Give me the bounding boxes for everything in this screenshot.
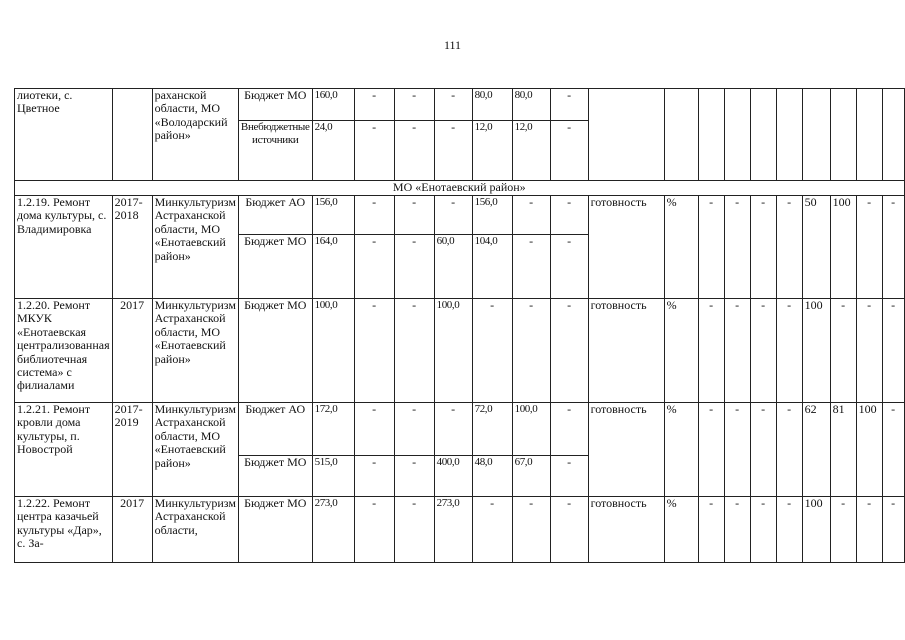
target-cell: - xyxy=(750,299,776,403)
section-row xyxy=(15,181,905,196)
table-row xyxy=(15,196,905,235)
amount-cell: 156,0 xyxy=(472,196,512,235)
measure-name: лиотеки, с. Цветное xyxy=(15,89,113,181)
years-cell: 2017-2018 xyxy=(112,196,152,299)
amount-cell: - xyxy=(434,89,472,121)
amount-cell: 400,0 xyxy=(434,456,472,497)
target-cell xyxy=(724,89,750,181)
table-row xyxy=(15,89,905,121)
amount-cell: - xyxy=(354,196,394,235)
amount-cell: 100,0 xyxy=(434,299,472,403)
amount-total: 273,0 xyxy=(312,497,354,563)
target-cell: - xyxy=(750,196,776,299)
amount-cell: 72,0 xyxy=(472,403,512,456)
amount-cell: - xyxy=(512,497,550,563)
years-cell: 2017 xyxy=(112,497,152,563)
target-cell: 100 xyxy=(802,299,830,403)
amount-cell: - xyxy=(354,235,394,299)
measure-name: 1.2.22. Ремонт центра казачьей культуры «Дар», с. За- xyxy=(15,497,113,563)
target-cell: - xyxy=(698,497,724,563)
amount-cell: - xyxy=(434,403,472,456)
target-cell: - xyxy=(882,299,904,403)
target-cell: 100 xyxy=(856,403,882,497)
target-cell: - xyxy=(750,403,776,497)
target-cell xyxy=(856,89,882,181)
amount-cell: - xyxy=(354,403,394,456)
target-cell xyxy=(830,89,856,181)
indicator-cell: готовность xyxy=(588,497,664,563)
amount-cell: 80,0 xyxy=(512,89,550,121)
indicator-cell: готовность xyxy=(588,196,664,299)
amount-cell: - xyxy=(550,456,588,497)
amount-total: 164,0 xyxy=(312,235,354,299)
indicator-cell: готовность xyxy=(588,403,664,497)
target-cell: - xyxy=(882,403,904,497)
amount-cell: - xyxy=(550,235,588,299)
target-cell: - xyxy=(698,299,724,403)
amount-cell: 67,0 xyxy=(512,456,550,497)
amount-cell: - xyxy=(550,299,588,403)
funding-source: Бюджет МО xyxy=(238,299,312,403)
amount-cell: - xyxy=(550,196,588,235)
unit-cell: % xyxy=(664,196,698,299)
target-cell: - xyxy=(830,497,856,563)
amount-cell: - xyxy=(394,196,434,235)
years-cell xyxy=(112,89,152,181)
executor-cell: Минкультуризм Астраханской области, МО «Енотаевский район» xyxy=(152,299,238,403)
funding-source: Бюджет МО xyxy=(238,89,312,121)
unit-cell: % xyxy=(664,299,698,403)
amount-cell: - xyxy=(512,235,550,299)
target-cell xyxy=(776,89,802,181)
amount-cell: 12,0 xyxy=(512,121,550,181)
indicator-cell: готовность xyxy=(588,299,664,403)
target-cell: - xyxy=(776,299,802,403)
target-cell: - xyxy=(724,497,750,563)
target-cell: 81 xyxy=(830,403,856,497)
amount-cell: - xyxy=(394,456,434,497)
amount-cell: - xyxy=(394,235,434,299)
target-cell: - xyxy=(698,403,724,497)
target-cell xyxy=(750,89,776,181)
amount-total: 515,0 xyxy=(312,456,354,497)
target-cell: - xyxy=(776,403,802,497)
amount-cell: - xyxy=(394,299,434,403)
measure-name: 1.2.19. Ремонт дома культуры, с. Владимировка xyxy=(15,196,113,299)
amount-total: 172,0 xyxy=(312,403,354,456)
target-cell: 62 xyxy=(802,403,830,497)
target-cell xyxy=(882,89,904,181)
executor-cell: Минкультуризм Астраханской области, МО «Енотаевский район» xyxy=(152,403,238,497)
amount-cell: 273,0 xyxy=(434,497,472,563)
funding-source: Бюджет МО xyxy=(238,456,312,497)
page-number: 111 xyxy=(443,38,462,52)
target-cell: - xyxy=(856,196,882,299)
amount-cell: - xyxy=(354,299,394,403)
target-cell xyxy=(698,89,724,181)
executor-cell: Минкультуризм Астраханской области, xyxy=(152,497,238,563)
amount-cell: 12,0 xyxy=(472,121,512,181)
amount-cell: - xyxy=(550,497,588,563)
table-row xyxy=(15,299,905,403)
amount-cell: - xyxy=(434,196,472,235)
table-row xyxy=(15,403,905,456)
measure-name: 1.2.20. Ремонт МКУК «Енотаевская централизованная библиотечная система» с филиалами xyxy=(15,299,113,403)
amount-total: 100,0 xyxy=(312,299,354,403)
amount-cell: - xyxy=(354,121,394,181)
amount-cell: - xyxy=(394,89,434,121)
funding-source: Бюджет АО xyxy=(238,403,312,456)
amount-cell: 80,0 xyxy=(472,89,512,121)
target-cell: - xyxy=(724,403,750,497)
funding-source: Бюджет МО xyxy=(238,235,312,299)
target-cell: - xyxy=(724,196,750,299)
target-cell: - xyxy=(856,497,882,563)
years-cell: 2017-2019 xyxy=(112,403,152,497)
amount-cell: - xyxy=(550,121,588,181)
unit-cell: % xyxy=(664,403,698,497)
amount-cell: 60,0 xyxy=(434,235,472,299)
target-cell: - xyxy=(882,196,904,299)
amount-cell: - xyxy=(394,121,434,181)
unit-cell: % xyxy=(664,497,698,563)
target-cell: - xyxy=(698,196,724,299)
amount-cell: - xyxy=(512,299,550,403)
target-cell: - xyxy=(776,497,802,563)
years-cell: 2017 xyxy=(112,299,152,403)
amount-cell: 48,0 xyxy=(472,456,512,497)
amount-cell: - xyxy=(550,403,588,456)
amount-cell: - xyxy=(472,497,512,563)
executor-cell: раханской области, МО «Володарский район» xyxy=(152,89,238,181)
target-cell: - xyxy=(830,299,856,403)
amount-cell: - xyxy=(394,497,434,563)
amount-cell: - xyxy=(354,89,394,121)
target-cell: - xyxy=(750,497,776,563)
amount-total: 156,0 xyxy=(312,196,354,235)
table-row xyxy=(15,497,905,563)
amount-cell: - xyxy=(354,456,394,497)
measure-name: 1.2.21. Ремонт кровли дома культуры, п. Новострой xyxy=(15,403,113,497)
amount-cell: - xyxy=(394,403,434,456)
unit-cell xyxy=(664,89,698,181)
amount-cell: - xyxy=(472,299,512,403)
target-cell xyxy=(802,89,830,181)
amount-cell: 100,0 xyxy=(512,403,550,456)
indicator-cell xyxy=(588,89,664,181)
target-cell: - xyxy=(724,299,750,403)
target-cell: - xyxy=(882,497,904,563)
amount-cell: - xyxy=(354,497,394,563)
amount-total: 160,0 xyxy=(312,89,354,121)
amount-cell: - xyxy=(512,196,550,235)
amount-cell: 104,0 xyxy=(472,235,512,299)
section-title: МО «Енотаевский район» xyxy=(15,181,905,196)
target-cell: 100 xyxy=(830,196,856,299)
amount-cell: - xyxy=(434,121,472,181)
funding-source: Бюджет АО xyxy=(238,196,312,235)
target-cell: - xyxy=(776,196,802,299)
target-cell: 50 xyxy=(802,196,830,299)
executor-cell: Минкультуризм Астраханской области, МО «Енотаевский район» xyxy=(152,196,238,299)
target-cell: 100 xyxy=(802,497,830,563)
target-cell: - xyxy=(856,299,882,403)
program-table xyxy=(14,88,905,563)
amount-cell: - xyxy=(550,89,588,121)
funding-source: Бюджет МО xyxy=(238,497,312,563)
amount-total: 24,0 xyxy=(312,121,354,181)
funding-source: Внебюджетные источники xyxy=(238,121,312,181)
